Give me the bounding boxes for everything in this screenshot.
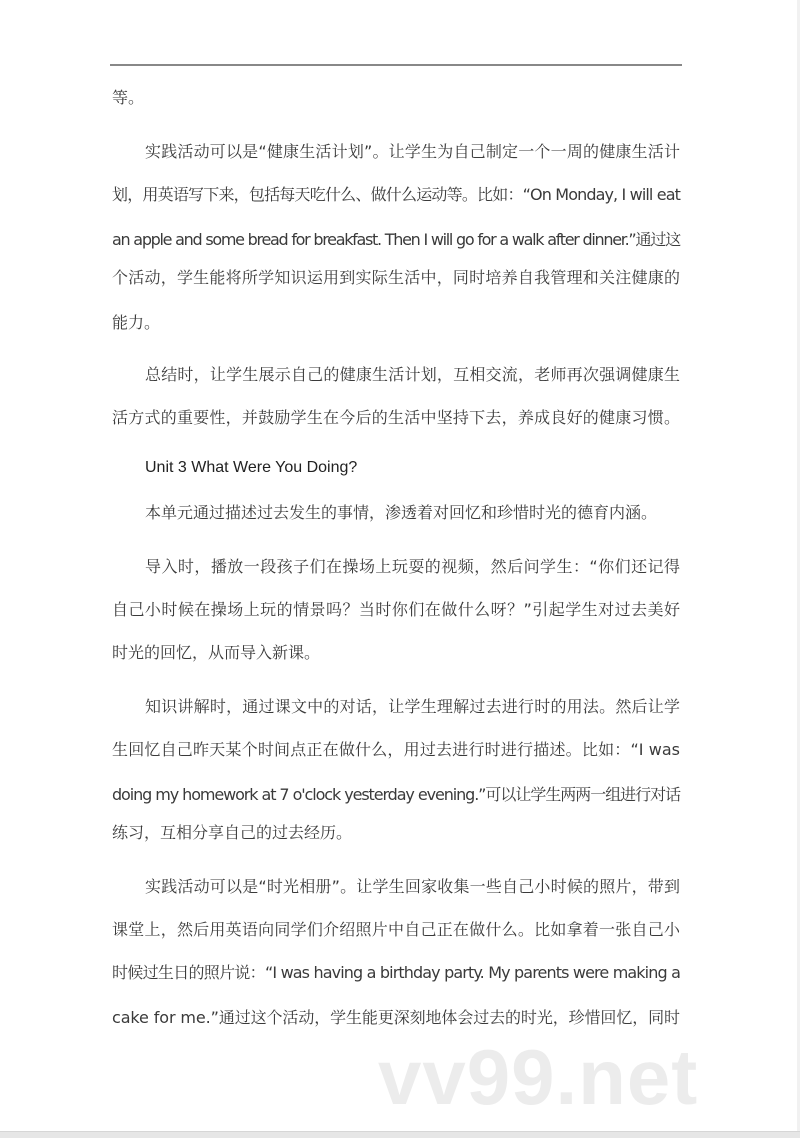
section-heading: Unit 3 What Were You Doing? (145, 459, 358, 476)
text-line: 自己小时候在操场上玩的情景吗？当时你们在做什么呀？”引起学生对过去美好 (112, 600, 680, 619)
text-line: 练习，互相分享自己的过去经历。 (112, 823, 353, 842)
text-line: 总结时，让学生展示自己的健康生活计划，互相交流，老师再次强调健康生 (145, 365, 680, 384)
watermark: vv99.net (378, 1033, 699, 1121)
text-line: 本单元通过描述过去发生的事情，渗透着对回忆和珍惜时光的德育内涵。 (145, 503, 658, 522)
text-line: 实践活动可以是“健康生活计划”。让学生为自己制定一个一周的健康生活计 (145, 142, 680, 161)
text-line: 等。 (112, 88, 145, 107)
text-line: 实践活动可以是“时光相册”。让学生回家收集一些自己小时候的照片，带到 (145, 877, 680, 896)
text-line: 课堂上，然后用英语向同学们介绍照片中自己正在做什么。比如拿着一张自己小 (112, 920, 680, 939)
text-line: 时光的回忆，从而导入新课。 (112, 643, 321, 662)
text-line: 生回忆自己昨天某个时间点正在做什么，用过去进行时进行描述。比如：“I was (112, 740, 680, 759)
text-line: 活方式的重要性，并鼓励学生在今后的生活中坚持下去，养成良好的健康习惯。 (112, 408, 680, 427)
text-line: 能力。 (112, 313, 161, 332)
text-line: 知识讲解时，通过课文中的对话，让学生理解过去进行时的用法。然后让学 (145, 697, 680, 716)
text-line: cake for me.”通过这个活动，学生能更深刻地体会过去的时光，珍惜回忆，同时 (112, 1008, 680, 1027)
text-line: doing my homework at 7 o'clock yesterday evening.”可以让学生两两一组进行对话 (112, 785, 680, 804)
text-line: 划，用英语写下来，包括每天吃什么、做什么运动等。比如：“On Monday, I will eat (112, 185, 680, 204)
text-line: 个活动，学生能将所学知识运用到实际生活中，同时培养自我管理和关注健康的 (112, 268, 680, 287)
text-line: 导入时，播放一段孩子们在操场上玩耍的视频，然后问学生：“你们还记得 (145, 557, 680, 576)
header-rule (110, 64, 682, 66)
text-line: an apple and some bread for breakfast. Then I will go for a walk after dinner.”通过这 (112, 230, 680, 249)
text-line: 时候过生日的照片说：“I was having a birthday party. My parents were making a (112, 963, 680, 982)
